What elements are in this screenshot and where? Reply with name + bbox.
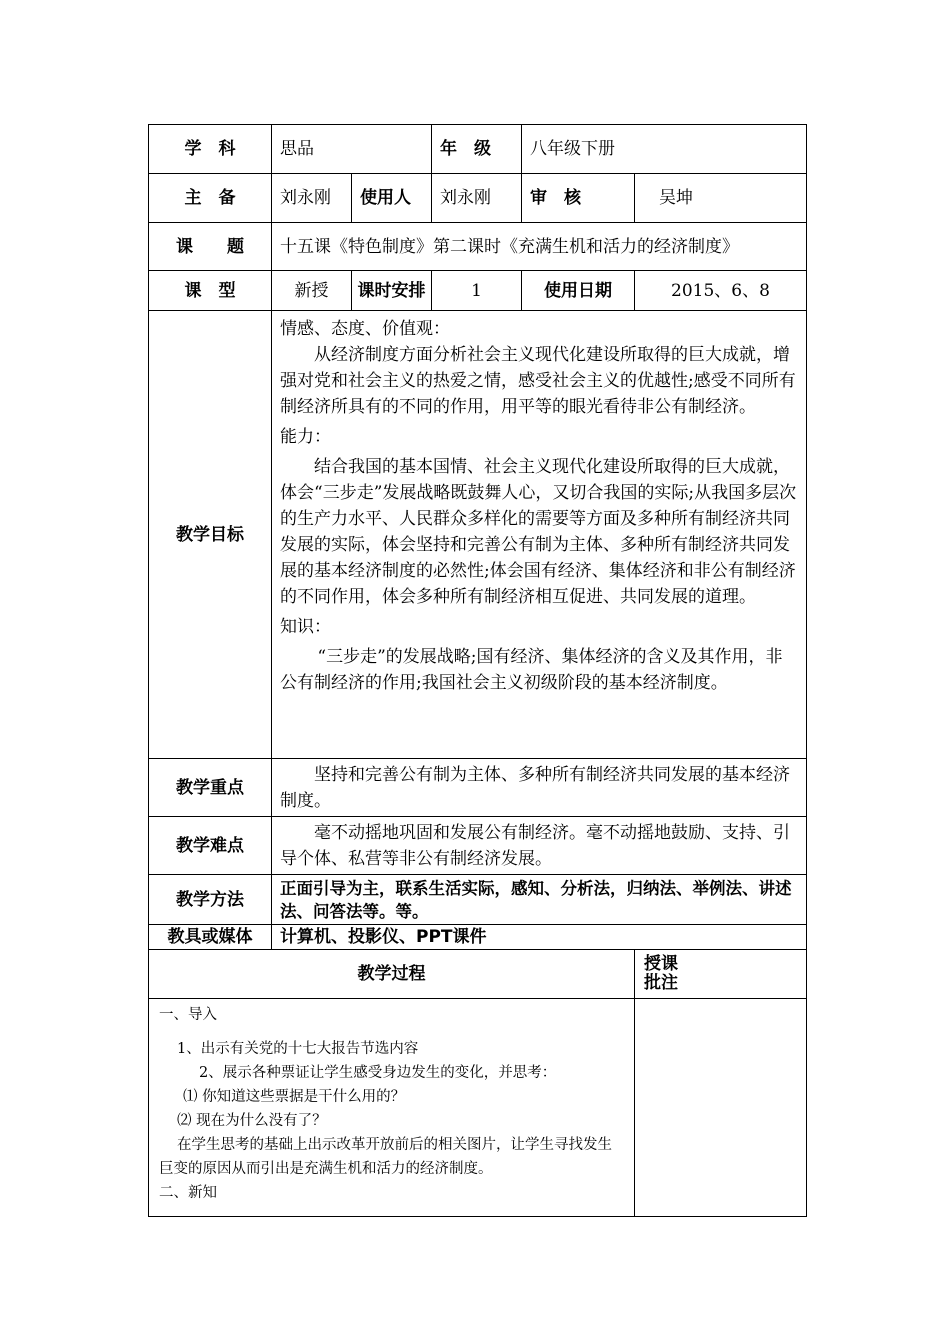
- row-objectives: [149, 311, 807, 759]
- process-label: 教学过程: [149, 950, 635, 999]
- knowledge-text: “三步走”的发展战略;国有经济、集体经济的含义及其作用，非公有制经济的作用;我国社会主义初级阶段的基本经济制度。: [280, 647, 783, 693]
- methods-text: 正面引导为主，联系生活实际，感知、分析法，归纳法、举例法、讲述法、问答法等。等。: [272, 875, 807, 925]
- topic-value: 十五课《特色制度》第二课时《充满生机和活力的经济制度》: [272, 223, 807, 271]
- objectives-label: 教学目标: [149, 311, 272, 759]
- user-label: 使用人: [352, 174, 432, 223]
- ability-text: 结合我国的基本国情、社会主义现代化建设所取得的巨大成就，体会“三步走”发展战略既鼓舞人心，又切合我国的实际;从我国多层次的生产力水平、人民群众多样化的需要等方面及多种所有制经济共同发展的实际，体会坚持和完善公有制为主体、多种所有制经济共同发展的基本经济制度的必然性;体会国有经济、集体经济和非公有制经济的不同作用，体会多种所有制经济相互促进、共同发展的道理。: [280, 457, 797, 607]
- row-methods: [149, 875, 807, 925]
- key-points-content: [272, 759, 807, 817]
- objectives-content: [272, 311, 807, 759]
- notes-cell: [635, 999, 807, 1217]
- notes-label-cell: [635, 950, 807, 999]
- row-subject: [149, 125, 807, 174]
- process-line: 1、出示有关党的十七大报告节选内容: [177, 1041, 419, 1057]
- hours-value: 1: [432, 271, 522, 311]
- process-line: 一、导入: [159, 1007, 217, 1023]
- type-value: 新授: [272, 271, 352, 311]
- key-points-text: 坚持和完善公有制为主体、多种所有制经济共同发展的基本经济制度。: [280, 764, 790, 811]
- methods-label: 教学方法: [149, 875, 272, 925]
- process-line: ⑴ 你知道这些票据是干什么用的？: [183, 1089, 406, 1105]
- lesson-plan-page: [148, 124, 806, 1217]
- date-label: 使用日期: [522, 271, 635, 311]
- key-points-label: 教学重点: [149, 759, 272, 817]
- row-topic: [149, 223, 807, 271]
- process-line: ⑵ 现在为什么没有了？: [177, 1113, 327, 1129]
- prep-value: 刘永刚: [272, 174, 352, 223]
- row-key-points: [149, 759, 807, 817]
- review-label: 审 核: [522, 174, 635, 223]
- subject-value: 思品: [272, 125, 432, 174]
- difficulties-label: 教学难点: [149, 817, 272, 875]
- difficulties-text: 毫不动摇地巩固和发展公有制经济。毫不动摇地鼓励、支持、引导个体、私营等非公有制经济发展。: [280, 822, 790, 869]
- grade-value: 八年级下册: [522, 125, 807, 174]
- topic-label: 课 题: [149, 223, 272, 271]
- hours-label: 课时安排: [352, 271, 432, 311]
- notes-label: 授课批注: [644, 954, 678, 993]
- process-line: 二、新知: [159, 1185, 217, 1201]
- row-preparer: [149, 174, 807, 223]
- process-line: 2、展示各种票证让学生感受身边发生的变化，并思考：: [199, 1065, 557, 1081]
- review-value: 吴坤: [635, 174, 807, 223]
- ability-heading: 能力：: [280, 427, 331, 447]
- media-label: 教具或媒体: [149, 925, 272, 950]
- process-content: [149, 999, 635, 1217]
- emotion-heading: 情感、态度、价值观：: [280, 319, 450, 339]
- knowledge-heading: 知识：: [280, 617, 331, 637]
- process-line: 在学生思考的基础上出示改革开放前后的相关图片，让学生寻找发生巨变的原因从而引出是充满生机和活力的经济制度。: [159, 1137, 612, 1177]
- subject-label: 学 科: [149, 125, 272, 174]
- grade-label: 年 级: [432, 125, 522, 174]
- type-label: 课 型: [149, 271, 272, 311]
- difficulties-content: [272, 817, 807, 875]
- row-process-body: [149, 999, 807, 1217]
- user-value: 刘永刚: [432, 174, 522, 223]
- media-text: 计算机、投影仪、PPT课件: [272, 925, 807, 950]
- prep-label: 主 备: [149, 174, 272, 223]
- lesson-plan-table: [148, 124, 807, 1217]
- date-value: 2015、6、8: [635, 271, 807, 311]
- row-difficulties: [149, 817, 807, 875]
- emotion-text: 从经济制度方面分析社会主义现代化建设所取得的巨大成就，增强对党和社会主义的热爱之情，感受社会主义的优越性;感受不同所有制经济所具有的不同的作用，用平等的眼光看待非公有制经济。: [280, 345, 796, 417]
- row-media: [149, 925, 807, 950]
- row-process-header: [149, 950, 807, 999]
- row-type: [149, 271, 807, 311]
